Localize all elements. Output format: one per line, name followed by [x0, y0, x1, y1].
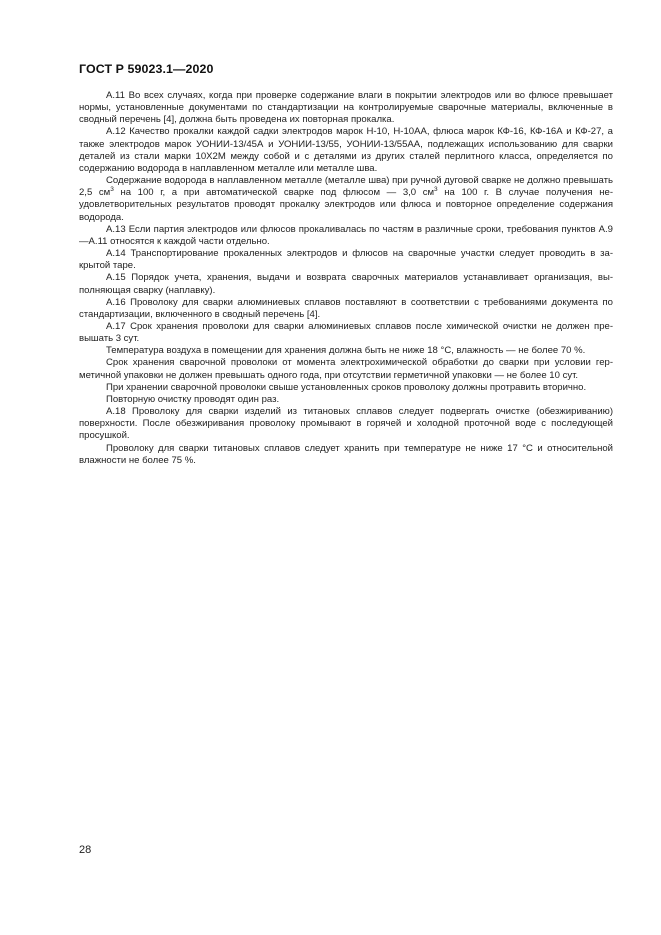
paragraph-a17-etching: При хранении сварочной проволоки свыше установленных сроков проволоку должны протравить вторично. [106, 381, 587, 393]
hydrogen-text-2: на 100 г, а при автоматической сварке под флюсом — 3,0 см [113, 187, 435, 199]
paragraph-a17-repeat-cleaning: Повторную очистку проводят один раз. [106, 393, 280, 405]
superscript-3: 3 [434, 186, 438, 194]
paragraph-a17-temperature: Температура воздуха в помещении для хранения должна быть не ниже 18 °С, влажность — не более 70 %. [106, 345, 586, 357]
hydrogen-text-3: на 100 г. В случае получения неудовлетворительных результатов проводят прокалку электродов или флюса и повторное определение содержания водорода. [79, 187, 613, 223]
paragraph-a13: А.13 Если партия электродов или флюсов прокаливалась по частям в различные сроки, требования пунктов А.9—А.11 относятся к каждой части отдельно. [79, 223, 613, 247]
paragraph-a17: А.17 Срок хранения проволоки для сварки алюминиевых сплавов после химической очистки не должен превышать 3 сут. [79, 320, 613, 345]
paragraph-hydrogen-content [79, 175, 613, 224]
document-header-title: ГОСТ Р 59023.1—2020 [79, 62, 214, 76]
paragraph-a12: А.12 Качество прокалки каждой садки электродов марок Н-10, Н-10АА, флюса марок КФ-16, КФ-16А и КФ-27, а также электродов марок УОНИИ-13/45А и УОНИИ-13/55, УОНИИ-13/55АА, подлежащих использованию для сварки деталей из стали марки 10Х2М между собой и с деталями из других сталей перлитного класса, определяется по содержанию водорода в наплавленном металле или металле шва. [79, 126, 613, 174]
paragraph-a17-storage-term: Срок хранения сварочной проволоки от момента электрохимической обработки до сварки при условии герметичной упаковки не должен превышать одного года, при отсутствии герметичной упаковки — не более 10 сут. [79, 357, 613, 381]
paragraph-a18-storage: Проволоку для сварки титановых сплавов следует хранить при температуре не ниже 17 °С и относительной влажности не более 75 %. [79, 442, 613, 466]
document-body [79, 90, 613, 467]
paragraph-a14: А.14 Транспортирование прокаленных электродов и флюсов на сварочные участки следует проводить в закрытой таре. [79, 248, 613, 272]
hydrogen-text-1: Содержание водорода в наплавленном металле (металле шва) при ручной дуговой сварке не должно превышать 2,5 см [79, 175, 613, 199]
paragraph-a11: А.11 Во всех случаях, когда при проверке содержание влаги в покрытии электродов или во флюсе превышает нормы, установленные документами по стандартизации на контролируемые сварочные материалы, включенные в сводный перечень [4], должна быть проведена их повторная прокалка. [79, 90, 613, 126]
paragraph-a18: А.18 Проволоку для сварки изделий из титановых сплавов следует подвергать очистке (обезжириванию) поверхности. После обезжиривания проволоку промывают в горячей и холодной проточной воде с последующей просушкой. [79, 406, 613, 442]
paragraph-a15: А.15 Порядок учета, хранения, выдачи и возврата сварочных материалов устанавливает организация, выполняющая сварку (наплавку). [79, 272, 613, 296]
page-number: 28 [79, 844, 92, 856]
paragraph-a16: А.16 Проволоку для сварки алюминиевых сплавов поставляют в соответствии с требованиями документа по стандартизации, включенного в сводный перечень [4]. [79, 296, 613, 320]
superscript-3: 3 [110, 186, 114, 194]
